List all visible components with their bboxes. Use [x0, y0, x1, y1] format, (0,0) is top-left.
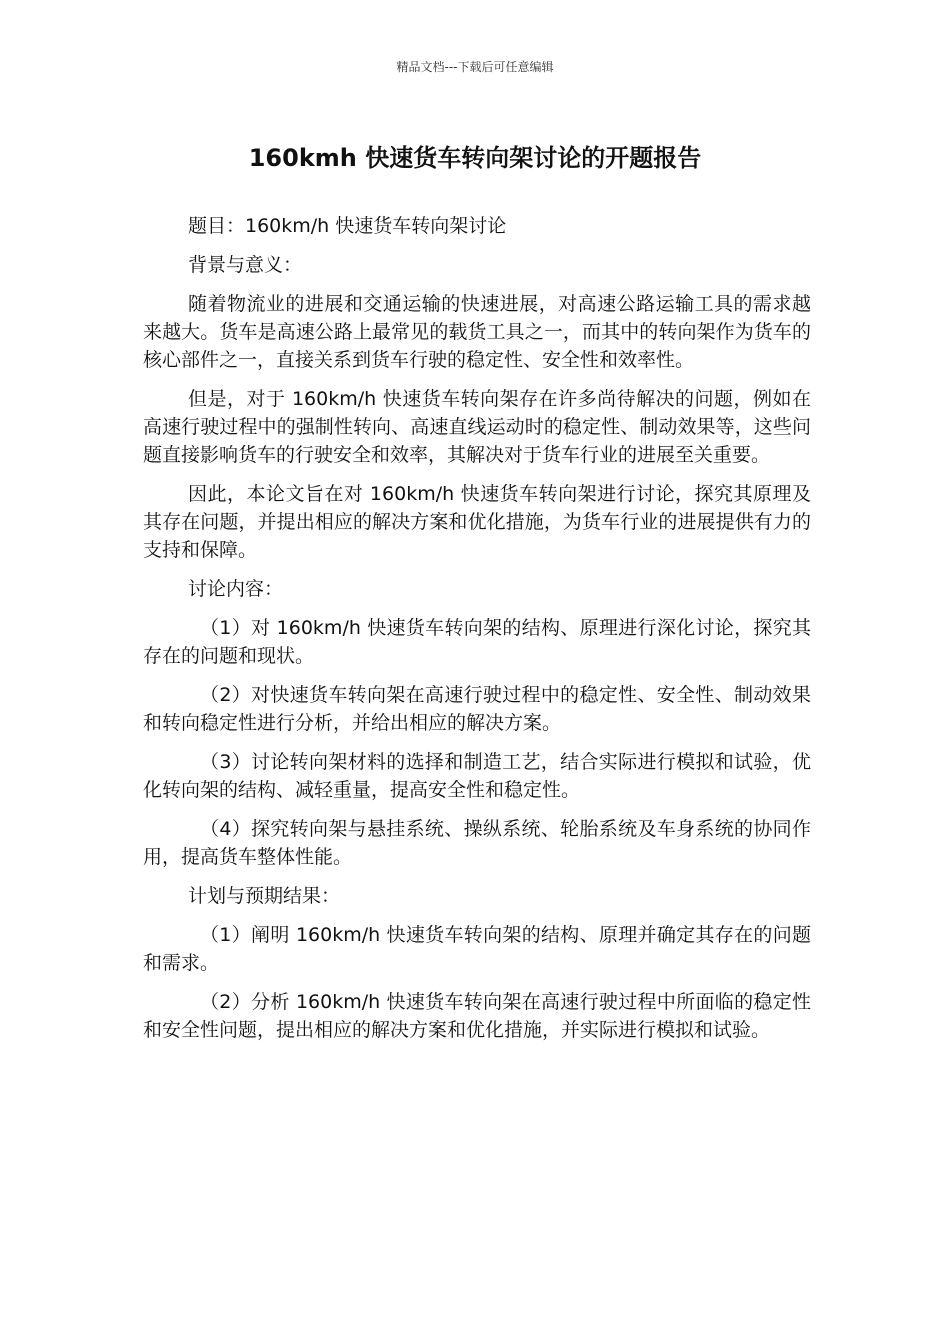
header-note: 精品文档---下载后可任意编辑 — [396, 60, 554, 74]
plan-heading: 计划与预期结果： — [188, 885, 341, 907]
content-item: （1）对 160km/h 快速货车转向架的结构、原理进行深化讨论，探究其存在的问题和现状。 — [143, 617, 811, 667]
background-paragraph: 随着物流业的进展和交通运输的快速进展，对高速公路运输工具的需求越来越大。货车是高速公路上最常见的载货工具之一，而其中的转向架作为货车的核心部件之一，直接关系到货车行驶的稳定性、安全性和效率性。 — [143, 293, 811, 371]
topic-line: 题目：160km/h 快速货车转向架讨论 — [188, 215, 507, 237]
content-item: （2）对快速货车转向架在高速行驶过程中的稳定性、安全性、制动效果和转向稳定性进行分析，并给出相应的解决方案。 — [143, 684, 811, 734]
content-item: （4）探究转向架与悬挂系统、操纵系统、轮胎系统及车身系统的协同作用，提高货车整体性能。 — [143, 818, 811, 868]
document-body — [143, 212, 811, 1055]
background-heading: 背景与意义： — [188, 254, 303, 276]
background-paragraph: 因此，本论文旨在对 160km/h 快速货车转向架进行讨论，探究其原理及其存在问题，并提出相应的解决方案和优化措施，为货车行业的进展提供有力的支持和保障。 — [143, 483, 811, 561]
content-item: （3）讨论转向架材料的选择和制造工艺，结合实际进行模拟和试验，优化转向架的结构、减轻重量，提高安全性和稳定性。 — [143, 751, 811, 801]
plan-item: （2）分析 160km/h 快速货车转向架在高速行驶过程中所面临的稳定性和安全性问题，提出相应的解决方案和优化措施，并实际进行模拟和试验。 — [143, 991, 811, 1041]
content-heading: 讨论内容： — [188, 578, 284, 600]
document-title: 160kmh 快速货车转向架讨论的开题报告 — [248, 144, 702, 172]
background-paragraph: 但是，对于 160km/h 快速货车转向架存在许多尚待解决的问题，例如在高速行驶过程中的强制性转向、高速直线运动时的稳定性、制动效果等，这些问题直接影响货车的行驶安全和效率，其解决对于货车行业的进展至关重要。 — [143, 388, 811, 466]
plan-item: （1）阐明 160km/h 快速货车转向架的结构、原理并确定其存在的问题和需求。 — [143, 924, 811, 974]
